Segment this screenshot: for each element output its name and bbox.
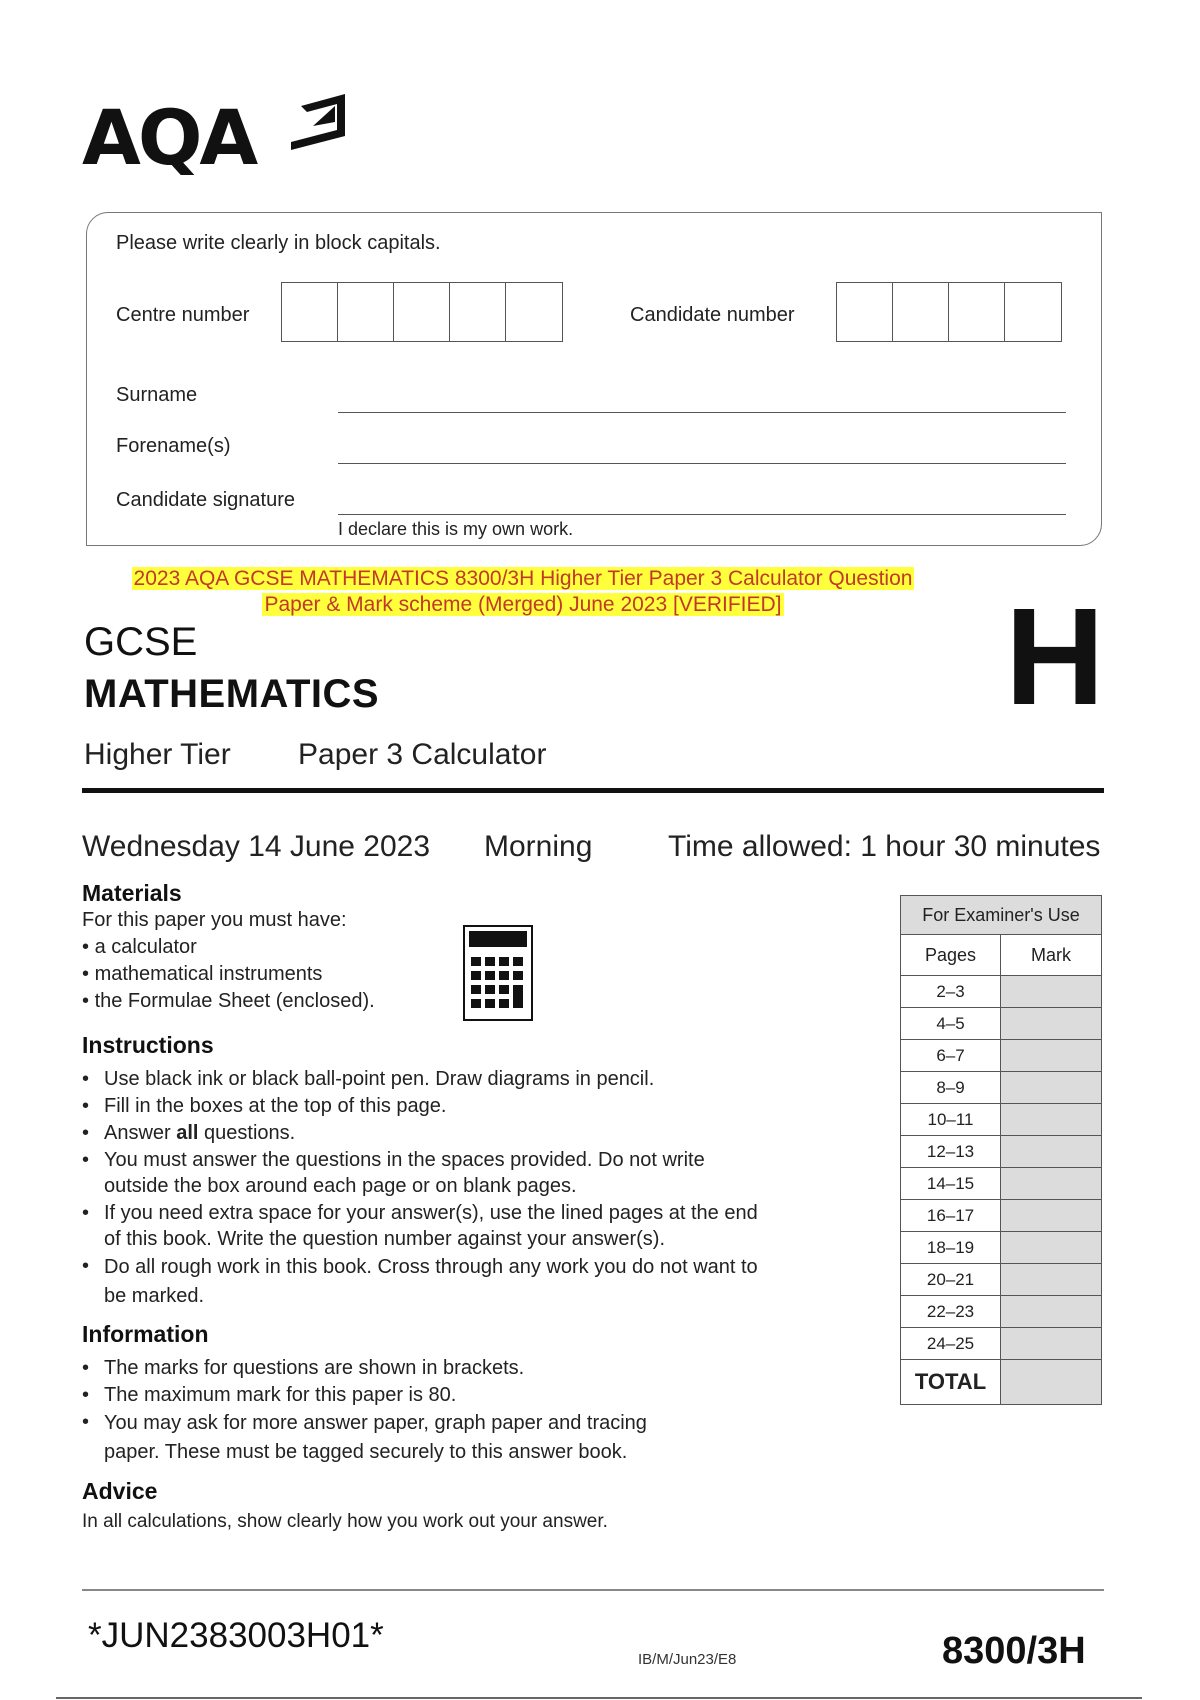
pages-cell: 10–11 <box>901 1104 1001 1136</box>
centre-digit-box[interactable] <box>282 283 338 341</box>
instruction-text <box>104 1200 824 1252</box>
examiner-row <box>901 1008 1102 1040</box>
materials-heading: Materials <box>82 880 182 906</box>
signature-label: Candidate signature <box>116 489 296 511</box>
mark-cell <box>1001 1296 1102 1328</box>
title-divider <box>82 788 1104 793</box>
footer-divider <box>82 1589 1104 1591</box>
examiner-row <box>901 1296 1102 1328</box>
examiner-row <box>901 1168 1102 1200</box>
mark-cell <box>1001 976 1102 1008</box>
barcode-text: *JUN2383003H01* <box>88 1616 384 1655</box>
banner-line-2: Paper & Mark scheme (Merged) June 2023 [VERIFIED] <box>264 593 782 616</box>
surname-line[interactable] <box>338 412 1066 413</box>
mark-cell <box>1001 1040 1102 1072</box>
examiner-row <box>901 1328 1102 1360</box>
forenames-line[interactable] <box>338 463 1066 464</box>
candidate-number-label: Candidate number <box>630 304 795 326</box>
calculator-icon <box>463 925 533 1021</box>
surname-label: Surname <box>116 384 198 406</box>
examiner-row <box>901 1136 1102 1168</box>
pages-cell: 6–7 <box>901 1040 1001 1072</box>
information-line: You may ask for more answer paper, graph paper and tracing <box>104 1412 647 1434</box>
pages-cell: 12–13 <box>901 1136 1001 1168</box>
mark-cell <box>1001 1136 1102 1168</box>
information-text: The maximum mark for this paper is 80. <box>104 1384 457 1406</box>
banner-line-1: 2023 AQA GCSE MATHEMATICS 8300/3H Higher Tier Paper 3 Calculator Question <box>133 567 913 590</box>
mark-cell <box>1001 1264 1102 1296</box>
instruction-text <box>104 1120 824 1146</box>
instruction-line: of this book. Write the question number against your answer(s). <box>104 1228 666 1250</box>
materials-intro: For this paper you must have: <box>82 909 347 931</box>
examiner-row <box>901 1104 1102 1136</box>
declaration-text: I declare this is my own work. <box>338 519 574 539</box>
information-text: The marks for questions are shown in brackets. <box>104 1357 525 1379</box>
centre-number-label: Centre number <box>116 304 250 326</box>
mark-cell <box>1001 1200 1102 1232</box>
tier-label: Higher Tier <box>84 738 231 771</box>
total-mark-cell <box>1001 1360 1102 1405</box>
information-heading: Information <box>82 1321 209 1347</box>
examiner-row <box>901 1232 1102 1264</box>
instruction-text-part: questions. <box>198 1122 296 1144</box>
logo-text: AQA <box>82 93 256 182</box>
pages-cell: 24–25 <box>901 1328 1001 1360</box>
pages-column-header: Pages <box>901 935 1001 976</box>
pages-cell: 18–19 <box>901 1232 1001 1264</box>
subject-title: MATHEMATICS <box>84 672 380 716</box>
paper-label: Paper 3 Calculator <box>298 738 547 771</box>
candidate-number-boxes[interactable] <box>836 282 1062 342</box>
candidate-digit-box[interactable] <box>949 283 1005 341</box>
page-bottom-rule <box>56 1697 1142 1699</box>
aqa-logo-mark-icon <box>287 92 347 158</box>
instruction-line: be marked. <box>104 1285 205 1307</box>
examiners-use-table <box>900 895 1102 1405</box>
mark-cell <box>1001 1072 1102 1104</box>
mark-cell <box>1001 1168 1102 1200</box>
centre-digit-box[interactable] <box>338 283 394 341</box>
examiner-row <box>901 1072 1102 1104</box>
instructions-heading: Instructions <box>82 1032 214 1058</box>
candidate-digit-box[interactable] <box>1005 283 1061 341</box>
examiner-row <box>901 1264 1102 1296</box>
materials-item-text: the Formulae Sheet (enclosed). <box>94 990 375 1012</box>
materials-item: • the Formulae Sheet (enclosed). <box>82 990 375 1012</box>
advice-text: In all calculations, show clearly how you work out your answer. <box>82 1511 608 1532</box>
information-text <box>104 1409 824 1467</box>
instruction-line: You must answer the questions in the spaces provided. Do not write <box>104 1149 705 1171</box>
paper-code: 8300/3H <box>942 1630 1086 1672</box>
pages-cell: 8–9 <box>901 1072 1001 1104</box>
examiner-row <box>901 1200 1102 1232</box>
signature-line[interactable] <box>338 514 1066 515</box>
paper-reference: IB/M/Jun23/E8 <box>638 1651 737 1668</box>
mark-cell <box>1001 1104 1102 1136</box>
materials-item: • a calculator <box>82 936 197 958</box>
total-label: TOTAL <box>901 1360 1001 1405</box>
information-line: paper. These must be tagged securely to this answer book. <box>104 1441 628 1463</box>
tier-letter: H <box>1005 580 1105 734</box>
examiners-use-title: For Examiner's Use <box>901 896 1102 935</box>
mark-column-header: Mark <box>1001 935 1102 976</box>
pages-cell: 2–3 <box>901 976 1001 1008</box>
centre-digit-box[interactable] <box>394 283 450 341</box>
materials-item: • mathematical instruments <box>82 963 323 985</box>
mark-cell <box>1001 1008 1102 1040</box>
instruction-text: Use black ink or black ball-point pen. Draw diagrams in pencil. <box>104 1068 655 1090</box>
instruction-text <box>104 1147 824 1199</box>
instruction-text: Fill in the boxes at the top of this page. <box>104 1095 447 1117</box>
instruction-line: If you need extra space for your answer(s), use the lined pages at the end <box>104 1202 758 1224</box>
pages-cell: 14–15 <box>901 1168 1001 1200</box>
mark-cell <box>1001 1232 1102 1264</box>
examiner-row <box>901 976 1102 1008</box>
materials-item-text: mathematical instruments <box>94 963 323 985</box>
instruction-line: Do all rough work in this book. Cross through any work you do not want to <box>104 1256 758 1278</box>
exam-session: Morning <box>484 830 593 863</box>
instruction-text-part: Answer <box>104 1122 177 1144</box>
instruction-line: outside the box around each page or on blank pages. <box>104 1175 577 1197</box>
pages-cell: 20–21 <box>901 1264 1001 1296</box>
exam-date: Wednesday 14 June 2023 <box>82 830 431 863</box>
examiner-row <box>901 1040 1102 1072</box>
instruction-text <box>104 1253 824 1311</box>
centre-digit-box[interactable] <box>506 283 562 341</box>
centre-number-boxes[interactable] <box>281 282 563 342</box>
candidate-digit-box[interactable] <box>893 283 949 341</box>
time-allowed: Time allowed: 1 hour 30 minutes <box>668 830 1101 863</box>
aqa-logo <box>82 92 352 192</box>
pages-cell: 16–17 <box>901 1200 1001 1232</box>
candidate-digit-box[interactable] <box>837 283 893 341</box>
pages-cell: 4–5 <box>901 1008 1001 1040</box>
examiner-rows <box>901 976 1102 1360</box>
block-capitals-instruction: Please write clearly in block capitals. <box>116 232 441 254</box>
forenames-label: Forename(s) <box>116 435 231 457</box>
mark-cell <box>1001 1328 1102 1360</box>
qualification-title: GCSE <box>84 620 198 664</box>
pages-cell: 22–23 <box>901 1296 1001 1328</box>
highlighted-title-banner <box>88 566 958 618</box>
instruction-emphasis: all <box>176 1122 199 1144</box>
advice-heading: Advice <box>82 1478 158 1504</box>
materials-item-text: a calculator <box>94 936 197 958</box>
centre-digit-box[interactable] <box>450 283 506 341</box>
